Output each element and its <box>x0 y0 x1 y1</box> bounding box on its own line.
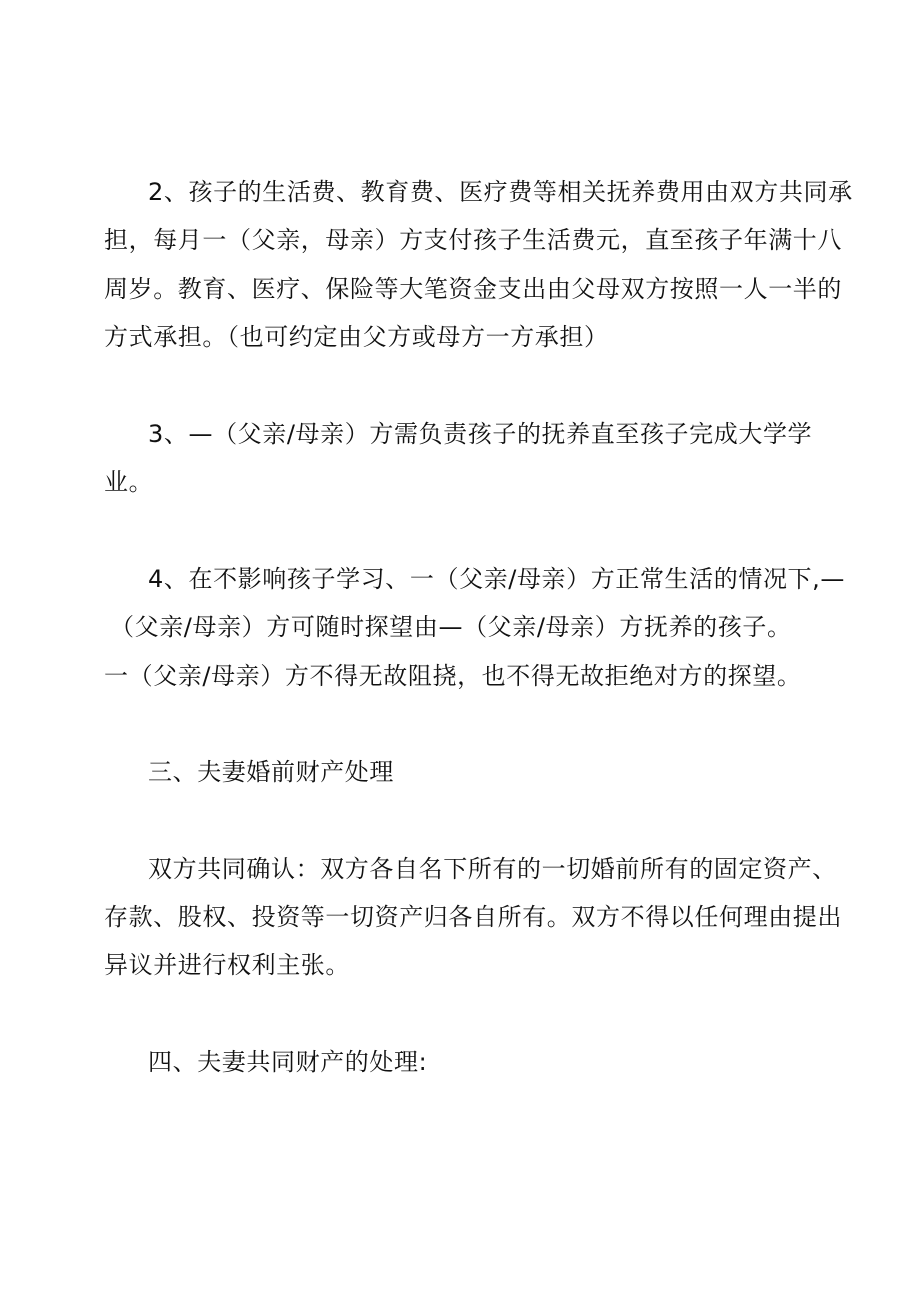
paragraph-line: 方式承担。（也可约定由父方或母方一方承担） <box>104 323 609 351</box>
paragraph-line: 双方共同确认：双方各自名下所有的一切婚前所有的固定资产、 <box>148 855 837 883</box>
paragraph-line: 担，每月一（父亲，母亲）方支付孩子生活费元，直至孩子年满十八 <box>104 226 842 254</box>
paragraph-line: 3、—（父亲/母亲）方需负责孩子的抚养直至孩子完成大学学 <box>148 420 813 448</box>
paragraph-line: 一（父亲/母亲）方不得无故阻挠，也不得无故拒绝对方的探望。 <box>104 662 802 690</box>
paragraph-line: 业。 <box>104 468 154 496</box>
section-heading-joint-property: 四、夫妻共同财产的处理: <box>148 1048 428 1076</box>
paragraph-line: 4、在不影响孩子学习、一（父亲/母亲）方正常生活的情况下,— <box>148 565 845 593</box>
section-heading-premarital-property: 三、夫妻婚前财产处理 <box>148 758 394 786</box>
paragraph-line: 异议并进行权利主张。 <box>104 951 350 979</box>
paragraph-line: 存款、股权、投资等一切资产归各自所有。双方不得以任何理由提出 <box>104 903 842 931</box>
paragraph-line: 周岁。教育、医疗、保险等大笔资金支出由父母双方按照一人一半的 <box>104 275 842 303</box>
paragraph-line: 2、孩子的生活费、教育费、医疗费等相关抚养费用由双方共同承 <box>148 178 853 206</box>
paragraph-line: （父亲/母亲）方可随时探望由—（父亲/母亲）方抚养的孩子。 <box>110 613 792 641</box>
